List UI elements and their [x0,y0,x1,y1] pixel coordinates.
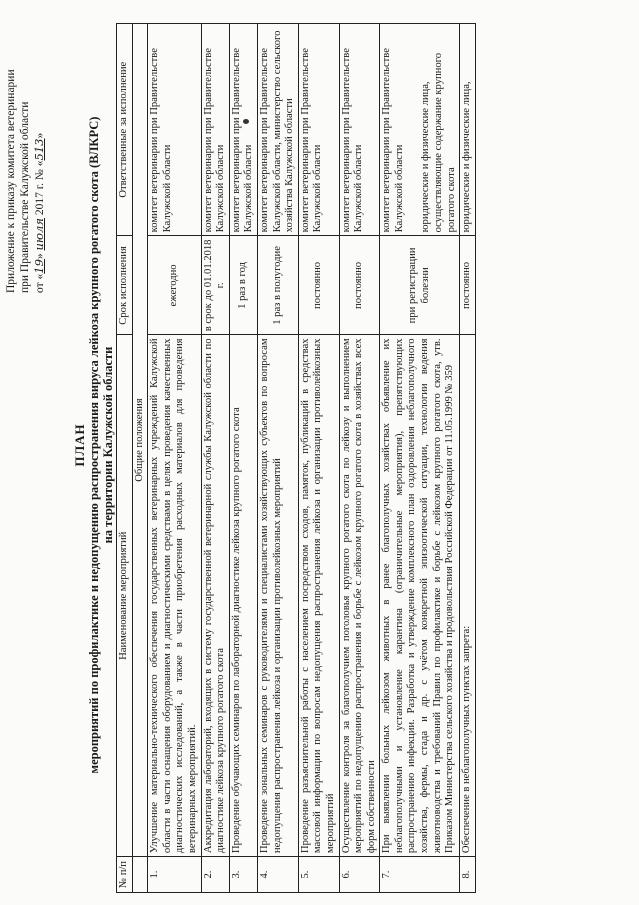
row-term: в срок до 01.01.2018 г. [201,236,229,335]
title-line-3: на территории Калужской области [101,346,115,544]
row-resp-a: комитет ветеринарии при Правительстве Калужской области [381,48,405,233]
header-term: Срок исполнения [117,236,133,335]
row-num: 4. [257,857,298,893]
row-resp: комитет ветеринарии при Правительстве Калужской области [201,24,229,236]
row-name: Аккредитация лабораторий, входящих в систему государственной ветеринарной службы Калужской области по диагностике лейкоза крупного рогатого скота [201,335,229,857]
row-name: Осуществление контроля за благополучием поголовья крупного рогатого скота по лейкозу и выполнением мероприятий по недопущению распространения и борьбе с лейкозом крупного рогатого скота в хозяйствах всех форм собственности [339,335,380,857]
approval-year: 2017 г. № « [34,160,46,216]
table-row [460,24,476,893]
approval-end: » [34,132,46,139]
row-resp-b: юридические и физические лица, осуществляющие содержание крупного рогатого скота [420,52,457,233]
row-name: Проведение обучающих семинаров по лабораторной диагностике лейкоза крупного рогатого скота [229,335,257,857]
approval-stamp [4,13,47,293]
title-line-2: мероприятий по профилактике и недопущению распространения вируса лейкоза крупного рогатого скота (ВЛКРС) [87,116,101,774]
approval-line-1: Приложение к приказу комитета ветеринарии [5,69,17,293]
header-num: № п/п [117,857,133,893]
plan-table [116,23,476,893]
section-row [132,24,148,893]
approval-number: 513 [32,138,46,161]
row-term: постоянно [460,236,476,335]
row-term: ежегодно [148,236,201,335]
row-num: 6. [339,857,380,893]
section-title: Общие положения [132,24,148,857]
document-title [73,25,115,865]
table-row [148,24,201,893]
row-resp: комитет ветеринарии при Правительстве Калужской области [229,24,257,236]
table-row [380,24,460,893]
header-resp: Ответственные за исполнение [117,24,133,236]
row-resp: комитет ветеринарии при Правительстве Калужской области, министерство сельского хозяйства Калужской области [257,24,298,236]
row-term: 1 раз в полугодие [257,236,298,335]
row-num: 5. [298,857,339,893]
scan-artifact [243,119,249,124]
approval-day: 19 [32,259,46,274]
table-header-row [117,24,133,893]
row-name: При выявлении больных лейкозом животных в ранее благополучных хозяйствах объявление их неблагополучными и установление карантина (ограничительные мероприятия), препятствующих распространению инфекции. Разработка и утверждение комплексного план оздоровления неблагополучного хозяйства, фермы, стада и др. с учётом конкретной эпизоотической ситуации, технологии ведения животноводства и требований Правил по профилактике и борьбе с лейкозом крупного рогатого скота, утв. Приказом Министерства сельского хозяйства и продовольствия Российской Федерации от 11.05.1999 № 359 [380,335,460,857]
table-row [229,24,257,893]
row-resp: юридические и физические лица, [460,24,476,236]
approval-line-2: при Правительстве Калужской области [19,101,31,293]
approval-prefix: от « [34,273,46,293]
row-resp [380,24,460,236]
row-num: 7. [380,857,460,893]
table-row [298,24,339,893]
approval-month: июля [32,218,46,251]
row-name: Улучшение материально-технического обеспечения государственных ветеринарных учреждений Калужской области в части оснащения оборудованием и диагностическими средствами в целях проведения качественных диагностических исследований, а также в части приобретения расходных материалов для проведения ветеринарных мероприятий. [148,335,201,857]
row-term: постоянно [339,236,380,335]
approval-line-3 [32,13,47,293]
row-num: 2. [201,857,229,893]
row-name: Обеспечение в неблагополучных пунктах запрета: [460,335,476,857]
row-resp: комитет ветеринарии при Правительстве Калужской области [298,24,339,236]
table-row [257,24,298,893]
row-resp: комитет ветеринарии при Правительстве Калужской области [339,24,380,236]
row-name: Проведение зональных семинаров с руководителями и специалистами хозяйствующих субъектов по вопросам недопущения распространения лейкоза и организации противолейкозных мероприятий [257,335,298,857]
row-num: 1. [148,857,201,893]
row-term: постоянно [298,236,339,335]
header-name: Наименование мероприятий [117,335,133,857]
row-num: 8. [460,857,476,893]
row-name: Проведение разъяснительной работы с населением посредством сходов, памяток, публикаций в средствах массовой информации по вопросам недопущения распространения лейкоза и организации противолейкозных мероприятий [298,335,339,857]
approval-mid: » [34,253,46,260]
table-row [201,24,229,893]
row-term: 1 раз в год [229,236,257,335]
title-word: ПЛАН [72,423,87,467]
table-row [339,24,380,893]
row-term: при регистрации болезни [380,236,460,335]
row-num: 3. [229,857,257,893]
row-resp: комитет ветеринарии при Правительстве Калужской области [148,24,201,236]
